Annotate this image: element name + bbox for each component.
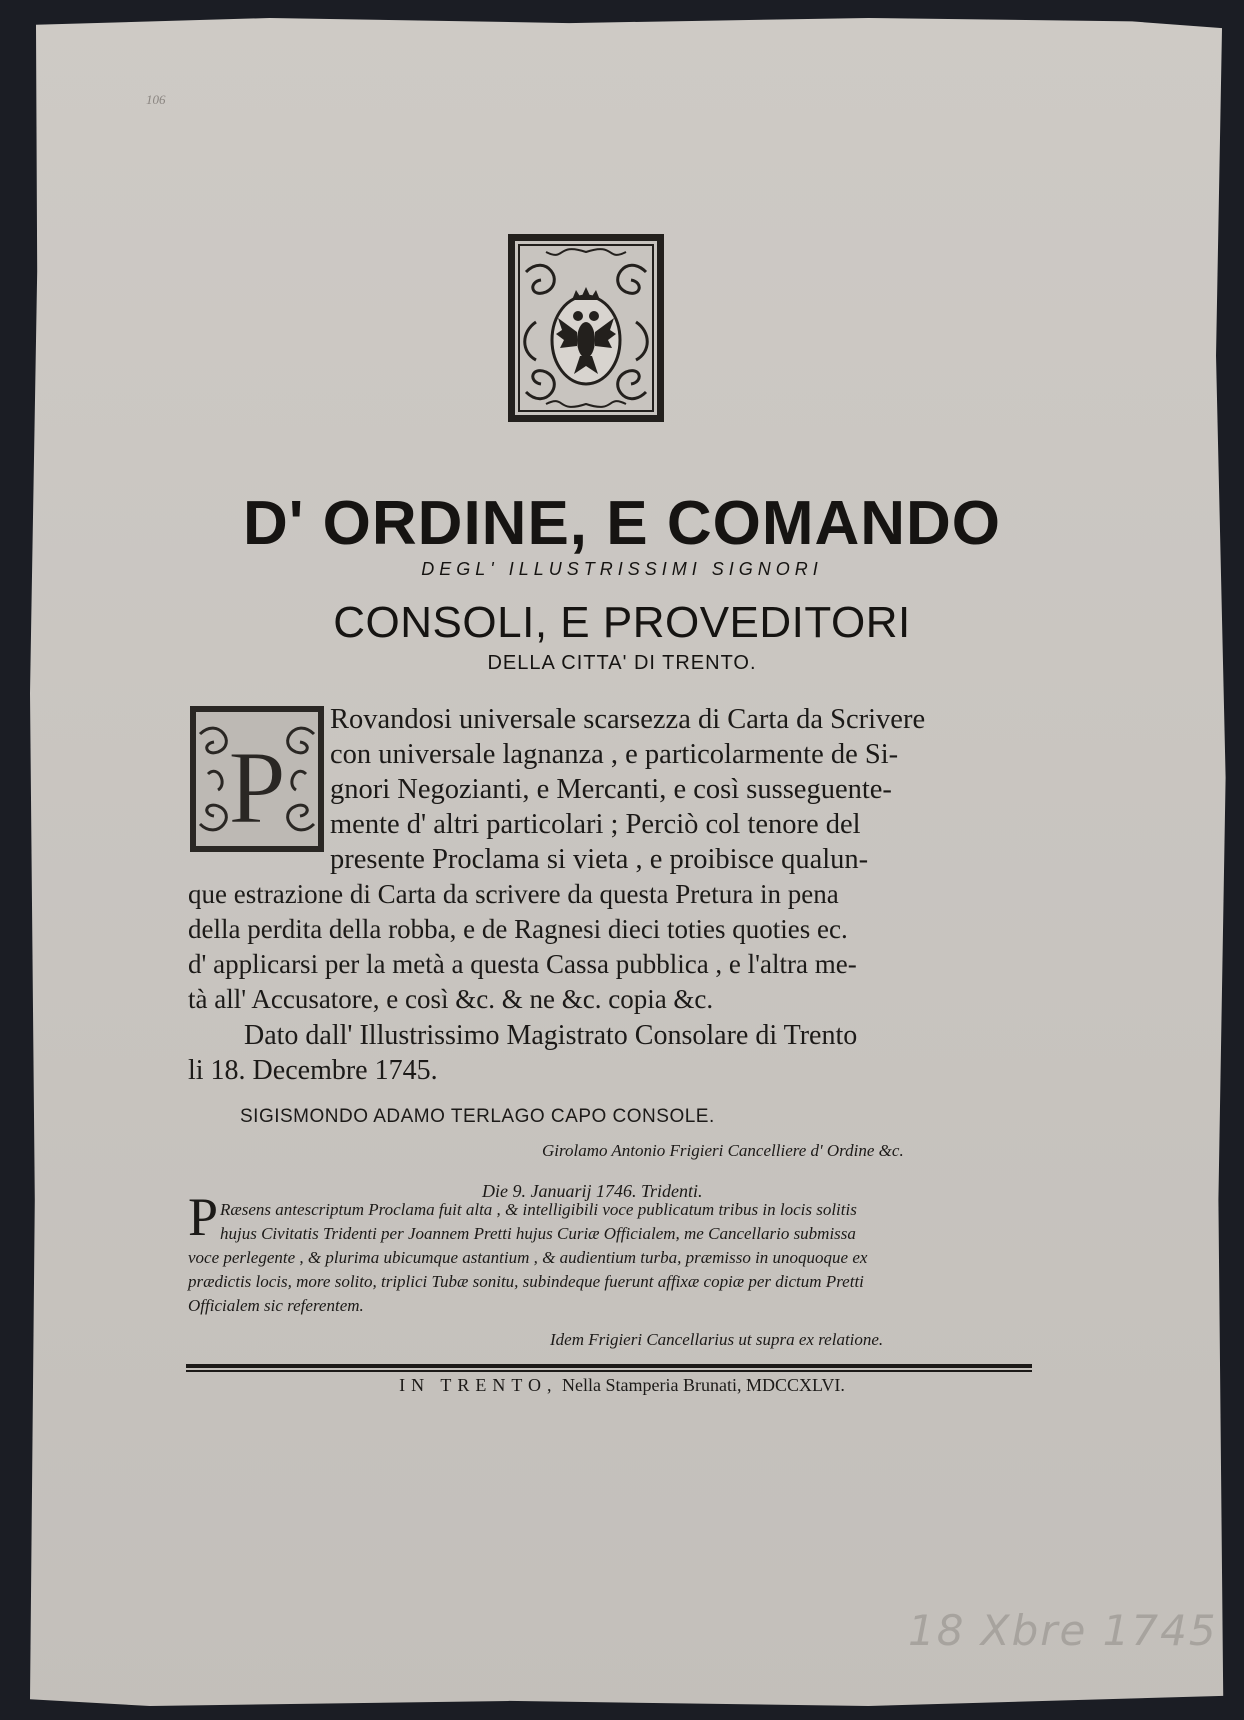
body-line: Rovandosi universale scarsezza di Carta da Scrivere (330, 704, 926, 735)
body-line: mente d' altri particolari ; Perciò col tenore del (330, 809, 861, 840)
dropcap-initial (188, 704, 326, 854)
body-line: tà all' Accusatore, e così &c. & ne &c. copia &c. (188, 984, 714, 1014)
thin-rule (186, 1370, 1032, 1372)
imprint-press: Nella Stamperia Brunati, (562, 1375, 742, 1395)
ornament-icon (188, 704, 326, 854)
latin-line: hujus Civitatis Tridenti per Joannem Pretti hujus Curiæ Officialem, me Cancellario submissa (220, 1224, 856, 1243)
title-subtitle: DEGL' ILLUSTRISSIMI SIGNORI (421, 559, 823, 579)
body-line: presente Proclama si vieta , e proibisce qualun- (330, 844, 869, 875)
imprint-year: MDCCXLVI. (745, 1375, 845, 1395)
body-line: que estrazione di Carta da scrivere da questa Pretura in pena (188, 879, 839, 909)
latin-line: Officialem sic referentem. (188, 1296, 364, 1315)
body-line: d' applicarsi per la metà a questa Cassa pubblica , e l'altra me- (188, 949, 857, 979)
imprint-city: IN TRENTO, (399, 1375, 558, 1395)
body-line: con universale lagnanza , e particolarmente de Si- (330, 739, 899, 770)
body-line: della perdita della robba, e de Ragnesi dieci toties quoties ec. (188, 914, 848, 944)
publication-date: Die 9. Januarij 1746. Tridenti. (482, 1181, 703, 1201)
latin-line: voce perlegente , & plurima ubicumque astantium , & audientium turba, præmisso in unoquoque ex (188, 1248, 868, 1267)
handwritten-date-note: 18 Xbre 1745 (908, 1606, 1218, 1655)
archive-number: 106 (146, 92, 166, 107)
latin-line: prædictis locis, more solito, triplici Tubæ sonitu, subindeque fuerunt affixæ copiæ per dictum Pretti (188, 1272, 864, 1291)
body-line-dato: Dato dall' Illustrissimo Magistrato Consolare di Trento (244, 1020, 858, 1051)
title-city: DELLA CITTA' DI TRENTO. (487, 652, 757, 674)
thick-rule (186, 1364, 1032, 1368)
title-main: D' ORDINE, E COMANDO (242, 489, 1002, 558)
body-line-date: li 18. Decembre 1745. (188, 1055, 438, 1086)
chancellor-signature: Girolamo Antonio Frigieri Cancelliere d' Ordine &c. (542, 1141, 904, 1160)
body-line: gnori Negozianti, e Mercanti, e così susseguente- (330, 774, 892, 805)
imprint (0, 1375, 1244, 1396)
title-officials: CONSOLI, E PROVEDITORI (333, 598, 911, 647)
chief-consul-signature: SIGISMONDO ADAMO TERLAGO CAPO CONSOLE. (240, 1106, 715, 1127)
eagle-emblem-icon (506, 232, 666, 424)
latin-line: Ræsens antescriptum Proclama fuit alta , & intelligibili voce publicatum tribus in locis solitis (220, 1200, 857, 1219)
latin-initial: P (188, 1187, 219, 1247)
latin-closing: Idem Frigieri Cancellarius ut supra ex relatione. (550, 1330, 884, 1349)
svg-text:P: P (228, 730, 286, 845)
